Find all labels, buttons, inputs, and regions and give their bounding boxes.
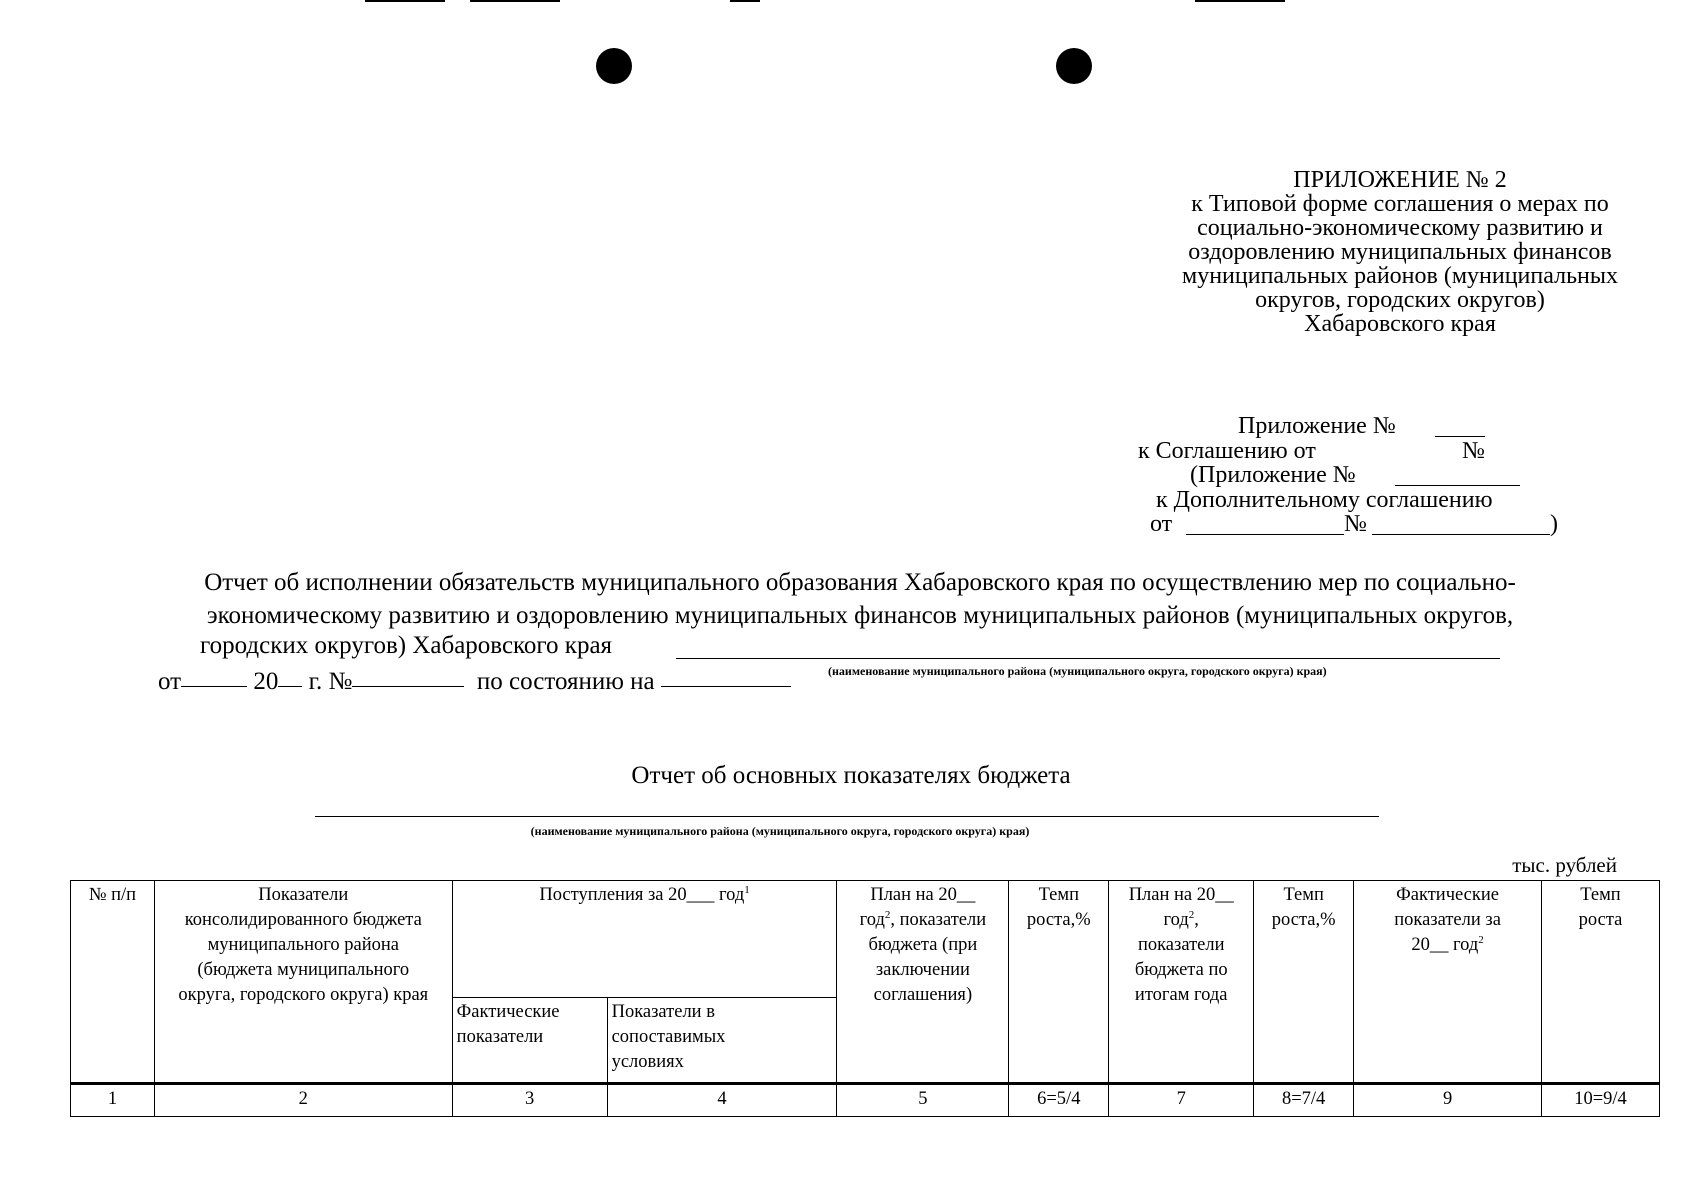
agreement-reference [1130, 414, 1590, 537]
header-actual-indicators: Фактические показатели за 20__ год$^2$ [1354, 881, 1542, 1084]
scan-mark [365, 0, 445, 2]
report-title-line1: Отчет об исполнении обязательств муниципального образования Хабаровского края по осуществлению мер по социально- [204, 569, 1516, 596]
municipality-name-caption: (наименование муниципального района (муниципального округа, городского округа) края) [828, 664, 1327, 678]
from-label: от [158, 668, 182, 695]
annex-line: муниципальных районов (муниципальных [1182, 263, 1618, 289]
municipality-name-blank [676, 634, 1500, 659]
annex-line: Хабаровского края [1304, 311, 1496, 337]
footnote-2: 2 [1478, 933, 1484, 946]
year-prefix: 20 [253, 668, 279, 695]
footnote-1: 1 [744, 883, 750, 896]
header-growth-rate-10: Темп роста [1542, 881, 1660, 1084]
agreement-number-sign: № [1462, 437, 1485, 464]
punch-hole-right [1056, 48, 1092, 84]
unit-label: тыс. рублей [1512, 853, 1617, 877]
supplement-annex-blank [1395, 463, 1520, 486]
header-revenues-text: Поступления за 20___ год [539, 885, 745, 905]
annex-title: ПРИЛОЖЕНИЕ № 2 [1293, 167, 1507, 193]
footnote-2: 2 [884, 908, 891, 921]
annex-number-label: Приложение № [1238, 413, 1396, 439]
budget-name-blank [315, 816, 1379, 817]
column-number: 9 [1354, 1084, 1542, 1117]
header-actual: Фактические показатели [452, 998, 607, 1084]
column-number: 5 [837, 1084, 1009, 1117]
header-row-number: № п/п [71, 881, 155, 1084]
as-of-date-blank [661, 662, 791, 687]
column-number: 3 [452, 1084, 607, 1117]
report-title-line3: городских округов) Хабаровского края [200, 632, 613, 659]
scan-mark [730, 0, 760, 2]
annex-header [1130, 168, 1670, 336]
supplement-number-sign: № [1344, 511, 1367, 537]
year-blank [278, 662, 302, 687]
annex-line: к Типовой форме соглашения о мерах по [1191, 191, 1609, 217]
column-number: 7 [1109, 1084, 1254, 1117]
report-title-line2: экономическому развитию и оздоровлению муниципальных финансов муниципальных районов (муниципальных округов, [206, 602, 1514, 629]
budget-indicators-table [70, 880, 1660, 1117]
budget-report-title: Отчет об основных показателях бюджета [631, 762, 1071, 789]
report-date-line [158, 664, 791, 696]
scan-mark [1195, 0, 1285, 2]
header-plan-year-end: План на 20__ год$^2$, показатели бюджета по итогам года [1109, 881, 1254, 1084]
column-number: 1 [71, 1084, 155, 1117]
column-number: 8=7/4 [1254, 1084, 1354, 1117]
agreement-from-label: к Соглашению от [1138, 437, 1316, 464]
column-number: 6=5/4 [1009, 1084, 1109, 1117]
budget-name-caption: (наименование муниципального района (муниципального округа, городского округа) края) [530, 824, 1030, 838]
annex-number-blank [1435, 414, 1485, 437]
header-growth-rate-6: Темп роста,% [1009, 881, 1109, 1084]
header-plan-agreement: План на 20__ год$^2$, показатели бюджета (при заключении соглашения) [837, 881, 1009, 1084]
number-blank [352, 662, 464, 687]
supplement-from-label: от [1150, 511, 1173, 537]
column-numbering-row [71, 1084, 1660, 1117]
header-budget-indicators: Показатели консолидированного бюджета муниципального района (бюджета муниципального округа, городского округа) края [154, 881, 452, 1084]
supplement-number-blank [1372, 512, 1550, 535]
scan-mark [470, 0, 560, 2]
as-of-label: по состоянию на [476, 668, 655, 695]
supplement-date-blank [1186, 512, 1344, 535]
supplement-agreement-label: к Дополнительному соглашению [1156, 486, 1493, 513]
annex-line: округов, городских округов) [1255, 287, 1545, 313]
header-growth-rate-8: Темп роста,% [1254, 881, 1354, 1084]
header-comparable: Показатели в сопоставимых условиях [607, 998, 837, 1084]
supplement-annex-label: (Приложение № [1190, 462, 1356, 488]
footnote-2: 2 [1188, 908, 1195, 921]
day-blank [181, 662, 247, 687]
header-revenues-group [452, 881, 837, 998]
number-label: г. № [308, 668, 353, 695]
closing-paren: ) [1550, 511, 1558, 537]
annex-line: оздоровлению муниципальных финансов [1188, 239, 1612, 265]
column-number: 10=9/4 [1542, 1084, 1660, 1117]
report-title [80, 566, 1640, 632]
annex-line: социально-экономическому развитию и [1197, 215, 1603, 241]
punch-hole-left [596, 48, 632, 84]
column-number: 2 [154, 1084, 452, 1117]
column-number: 4 [607, 1084, 837, 1117]
